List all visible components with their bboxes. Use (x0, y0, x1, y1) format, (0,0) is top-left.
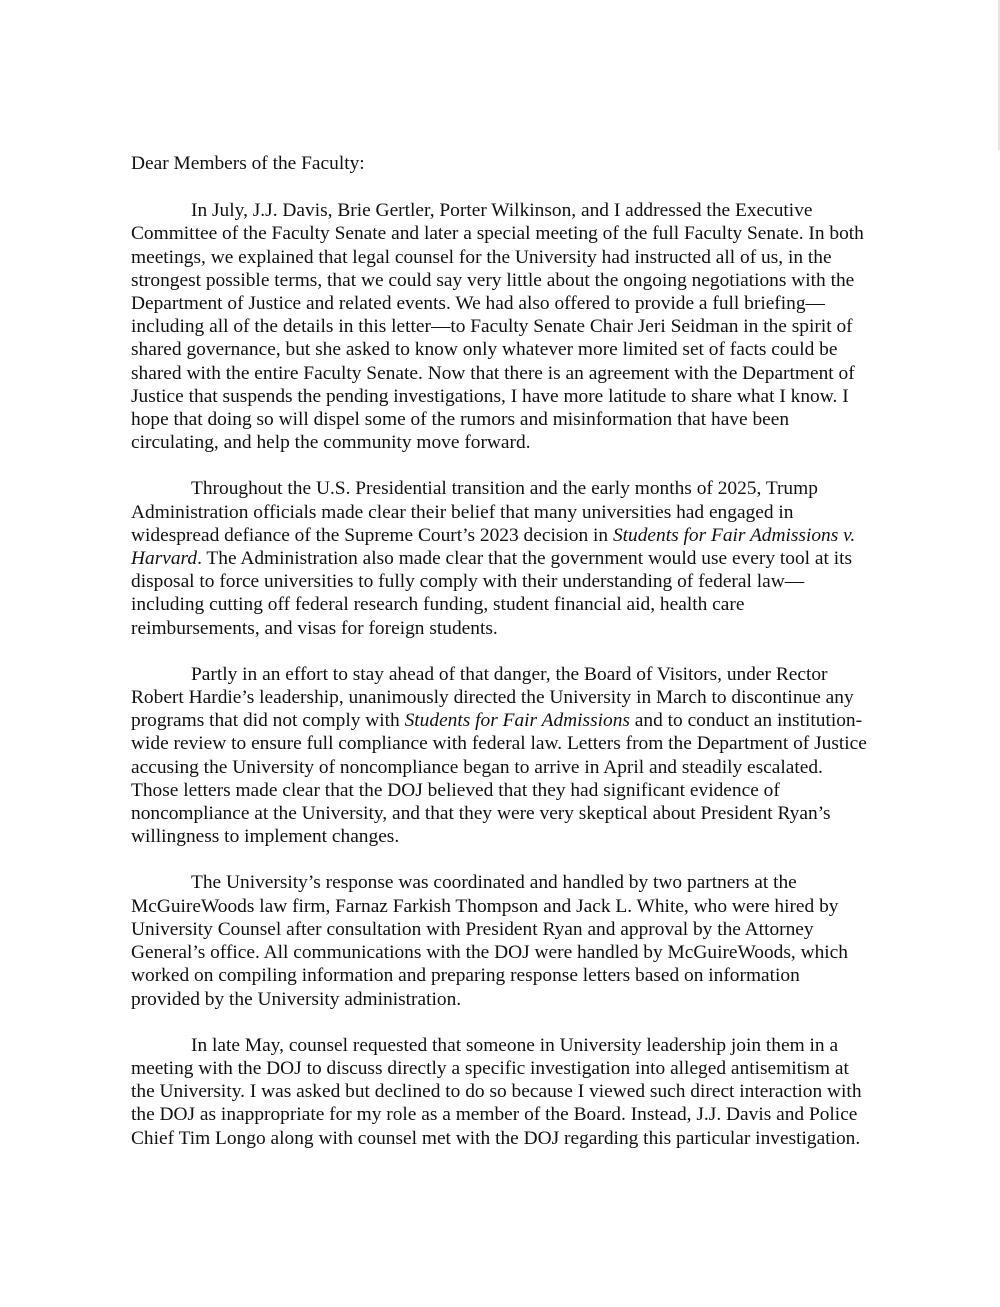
paragraph-1-text: In July, J.J. Davis, Brie Gertler, Porter Wilkinson, and I addressed the Executive Committee of the Faculty Senate and later a special meeting of the full Faculty Senate. In both meetings, we explained that legal counsel for the University had instructed all of us, in the strongest possible terms, that we could say very little about the ongoing negotiations with the Department of Justice and related events. We had also offered to provide a full briefing—including all of the details in this letter—to Faculty Senate Chair Jeri Seidman in the spirit of shared governance, but she asked to know only whatever more limited set of facts could be shared with the entire Faculty Senate. Now that there is an agreement with the Department of Justice that suspends the pending investigations, I have more latitude to share what I know. I hope that doing so will dispel some of the rumors and misinformation that have been circulating, and help the community move forward. (131, 200, 864, 454)
paragraph-2 (131, 477, 873, 639)
paragraph-4-text: The University’s response was coordinated and handled by two partners at the McGuireWoods law firm, Farnaz Farkish Thompson and Jack L. White, who were hired by University Counsel after consultation with President Ryan and approval by the Attorney General’s office. All communications with the DOJ were handled by McGuireWoods, which worked on compiling information and preparing response letters based on information provided by the University administration. (131, 872, 848, 1010)
salutation: Dear Members of the Faculty: (131, 153, 365, 174)
paragraph-5-text: In late May, counsel requested that someone in University leadership join them in a meeting with the DOJ to discuss directly a specific investigation into alleged antisemitism at the University. I was asked but declined to do so because I viewed such direct interaction with the DOJ as inappropriate for my role as a member of the Board. Instead, J.J. Davis and Police Chief Tim Longo along with counsel met with the DOJ regarding this particular investigation. (131, 1034, 862, 1149)
letter-body (131, 152, 873, 1173)
paragraph-1 (131, 199, 873, 454)
paragraph-2-text-b: . The Administration also made clear that the government would use every tool at its disposal to force universities to fully comply with their understanding of federal law—including cutting off federal research funding, student financial aid, health care reimbursements, and visas for foreign students. (131, 548, 853, 639)
paragraph-4 (131, 871, 873, 1010)
paragraph-5 (131, 1034, 873, 1150)
paragraph-2-text-a: Throughout the U.S. Presidential transition and the early months of 2025, Trump Administration officials made clear their belief that many universities had engaged in widespread defiance of the Supreme Court’s 2023 decision in (131, 478, 818, 546)
paragraph-3-text-b: and to conduct an institution-wide review to ensure full compliance with federal law. Letters from the Department of Justice accusing the University of noncompliance began to arrive in April and steadily escalated. Those letters made clear that the DOJ believed that they had significant evidence of noncompliance at the University, and that they were very skeptical about President Ryan’s willingness to implement changes. (131, 710, 867, 848)
paragraph-3 (131, 663, 873, 849)
paragraph-3-text-a: Partly in an effort to stay ahead of that danger, the Board of Visitors, under Rector Robert Hardie’s leadership, unanimously directed the University in March to discontinue any programs that did not comply with (131, 663, 854, 732)
case-name: Students for Fair Admissions (404, 710, 630, 732)
case-citation: Students for Fair Admissions v. Harvard (131, 524, 856, 570)
